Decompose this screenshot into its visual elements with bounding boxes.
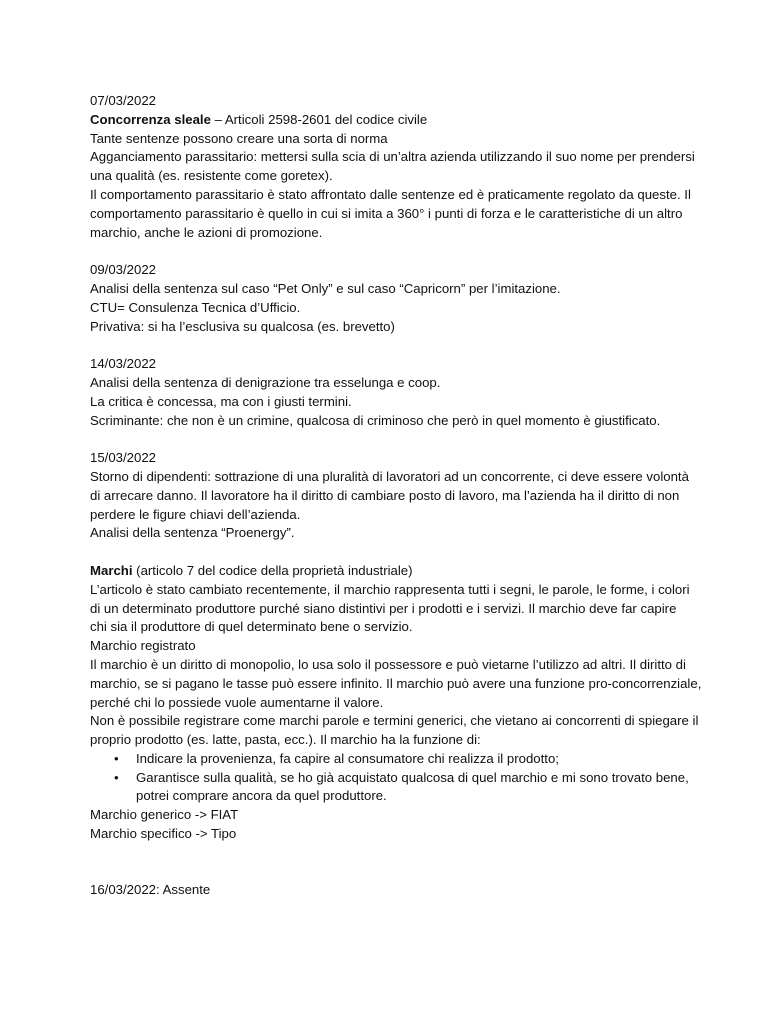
- text-line: Il marchio è un diritto di monopolio, lo usa solo il possessore e può vietarne l’utilizzo ad altri. Il diritto di: [90, 656, 686, 672]
- date-15-03-2022: 15/03/2022: [90, 450, 157, 466]
- text-line: La critica è concessa, ma con i giusti termini.: [90, 393, 352, 409]
- text-line: CTU= Consulenza Tecnica d’Ufficio.: [90, 299, 301, 315]
- spacer: [90, 844, 690, 863]
- text-line: perdere le figure chiavi dell’azienda.: [90, 506, 301, 522]
- heading-bold: Concorrenza sleale: [90, 111, 211, 127]
- heading-rest: (articolo 7 del codice della proprietà industriale): [132, 562, 413, 578]
- text-line: chi sia il produttore di quel determinato bene o servizio.: [90, 619, 413, 635]
- text-line: Tante sentenze possono creare una sorta di norma: [90, 130, 388, 146]
- bullet-icon: •: [114, 750, 119, 766]
- list-item-line: Garantisce sulla qualità, se ho già acquistato qualcosa di quel marchio e mi sono trovato bene,: [136, 769, 689, 785]
- text-line: Il comportamento parassitario è stato affrontato dalle sentenze ed è praticamente regolato da queste. Il: [90, 186, 691, 202]
- heading-rest: – Articoli 2598-2601 del codice civile: [210, 111, 428, 127]
- date-14-03-2022: 14/03/2022: [90, 356, 157, 372]
- spacer: [90, 430, 690, 449]
- text-line: Non è possibile registrare come marchi parole e termini generici, che vietano ai concorrenti di spiegare il: [90, 713, 699, 729]
- text-line: Privativa: si ha l’esclusiva su qualcosa (es. brevetto): [90, 318, 395, 334]
- text-line: proprio prodotto (es. latte, pasta, ecc.). Il marchio ha la funzione di:: [90, 732, 481, 748]
- text-line: Analisi della sentenza “Proenergy”.: [90, 525, 295, 541]
- spacer: [90, 543, 690, 562]
- text-line: L’articolo è stato cambiato recentemente, il marchio rappresenta tutti i segni, le parole, le forme, i colori: [90, 581, 690, 597]
- text-line: marchio, anche le azioni di promozione.: [90, 224, 323, 240]
- bullet-icon: •: [114, 769, 119, 785]
- list-item-line: potrei comprare ancora da quel produttore.: [136, 788, 387, 804]
- date-09-03-2022: 09/03/2022: [90, 262, 157, 278]
- text-line: di un determinato produttore purché siano distintivi per i prodotti e i servizi. Il marchio deve far capire: [90, 600, 677, 616]
- text-line: Marchio registrato: [90, 638, 196, 654]
- heading-concorrenza-sleale: [90, 111, 690, 130]
- list-item: [114, 750, 690, 769]
- spacer: [90, 863, 690, 882]
- bullet-list: [90, 750, 690, 806]
- text-line: Analisi della sentenza sul caso “Pet Only” e sul caso “Capricorn” per l’imitazione.: [90, 280, 561, 296]
- heading-marchi: [90, 562, 690, 581]
- text-line: perché chi lo possiede vuole aumentarne il valore.: [90, 694, 384, 710]
- text-line: una qualità (es. resistente come goretex).: [90, 168, 333, 184]
- text-line: comportamento parassitario è quello in cui si imita a 360° i punti di forza e le caratteristiche di un altro: [90, 205, 683, 221]
- heading-bold: Marchi: [90, 562, 133, 578]
- text-line: Storno di dipendenti: sottrazione di una pluralità di lavoratori ad un concorrente, ci deve essere volontà: [90, 468, 689, 484]
- text-line: Agganciamento parassitario: mettersi sulla scia di un’altra azienda utilizzando il suo nome per prendersi: [90, 149, 695, 165]
- document-body: [90, 92, 702, 900]
- date-07-03-2022: 07/03/2022: [90, 93, 157, 108]
- absence-line: 16/03/2022: Assente: [90, 882, 211, 898]
- text-line: Analisi della sentenza di denigrazione tra esselunga e coop.: [90, 374, 441, 390]
- text-line: Marchio specifico -> Tipo: [90, 826, 237, 842]
- spacer: [90, 336, 690, 355]
- list-item-line: Indicare la provenienza, fa capire al consumatore chi realizza il prodotto;: [136, 750, 559, 766]
- text-line: marchio, se si pagano le tasse può essere infinito. Il marchio può avere una funzione pro-concorrenziale,: [90, 675, 702, 691]
- text-line: di arrecare danno. Il lavoratore ha il diritto di cambiare posto di lavoro, ma l’azienda ha il diritto di non: [90, 487, 680, 503]
- text-line: Marchio generico -> FIAT: [90, 807, 239, 823]
- list-item: [114, 769, 690, 807]
- text-line: Scriminante: che non è un crimine, qualcosa di criminoso che però in quel momento è giustificato.: [90, 412, 661, 428]
- spacer: [90, 242, 690, 261]
